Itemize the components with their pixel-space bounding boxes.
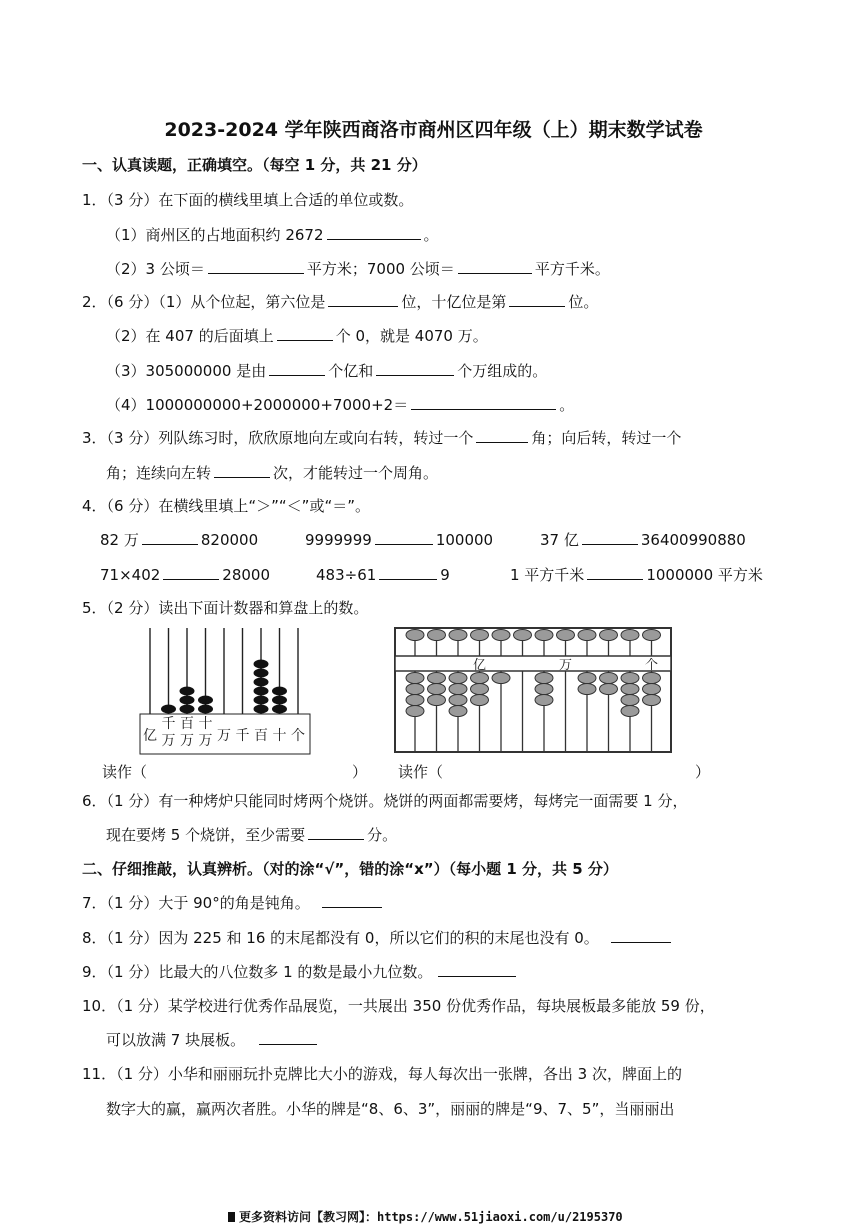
abacus-upper-bead — [406, 630, 424, 641]
counter-bead — [272, 696, 287, 705]
counter-bead — [254, 678, 269, 687]
q4-row2-c: 1 平方千米 1000000 平方米 — [510, 566, 763, 584]
abacus-lower-bead — [471, 673, 489, 684]
abacus-lower-bead — [621, 695, 639, 706]
q3-line1: 3．（3 分）列队练习时，欣欣原地向左或向右转，转过一个 角；向后转，转过一个 — [82, 429, 682, 447]
abacus-lower-bead — [449, 684, 467, 695]
q4-row2-b: 483÷61 9 — [316, 566, 450, 584]
counter-label: 千 — [235, 728, 250, 744]
abacus-lower-bead — [428, 695, 446, 706]
abacus-upper-bead — [600, 630, 618, 641]
q2-part3: （3）305000000 是由 个亿和 个万组成的。 — [106, 362, 548, 380]
abacus-lower-bead — [600, 684, 618, 695]
abacus-lower-bead — [621, 706, 639, 717]
abacus-upper-bead — [557, 630, 575, 641]
abacus-upper-bead — [643, 630, 661, 641]
abacus-upper-bead — [514, 630, 532, 641]
counter-label: 万 — [198, 733, 213, 749]
counting-frame-figure — [138, 626, 318, 756]
q10-line2: 可以放满 7 块展板。 — [106, 1030, 320, 1050]
footer-link[interactable]: 更多资料访问【教习网】：https://www.51jiaoxi.com/u/2195370 — [228, 1208, 623, 1225]
q11-line1: 11．（1 分）小华和丽丽玩扑克牌比大小的游戏，每人每次出一张牌，各出 3 次，牌面上的 — [82, 1065, 682, 1083]
q3-line2: 角；连续向左转 次，才能转过一个周角。 — [106, 464, 439, 482]
q6-line1: 6．（1 分）有一种烤炉只能同时烤两个烧饼。烧饼的两面都需要烤，每烤完一面需要 1 分， — [82, 792, 688, 810]
q5-read1: 读作（ ） — [102, 763, 368, 781]
counter-bead — [254, 705, 269, 714]
q4-row1-b: 9999999 100000 — [305, 531, 494, 549]
abacus-label: 万 — [558, 658, 573, 673]
abacus-upper-bead — [471, 630, 489, 641]
abacus-label: 个 — [644, 658, 659, 673]
abacus-lower-bead — [449, 673, 467, 684]
counter-label: 万 — [217, 728, 231, 744]
abacus-label: 亿 — [472, 658, 487, 673]
counter-label: 个 — [291, 728, 305, 744]
counter-label: 百 — [180, 716, 194, 732]
abacus-lower-bead — [535, 684, 553, 695]
q7: 7．（1 分）大于 90°的角是钝角。 — [82, 893, 385, 913]
q4-row2: 71×402 28000 — [100, 566, 271, 584]
section-1-heading: 一、认真读题，正确填空。（每空 1 分，共 21 分） — [82, 156, 427, 174]
abacus-upper-bead — [621, 630, 639, 641]
abacus-lower-bead — [428, 684, 446, 695]
exam-title: 2023-2024 学年陕西商洛市商州区四年级（上）期末数学试卷 — [164, 119, 703, 141]
counter-bead — [198, 696, 213, 705]
abacus-lower-bead — [471, 684, 489, 695]
q2-part4: （4）1000000000+2000000+7000+2＝ 。 — [106, 396, 575, 414]
q1-part2: （2）3 公顷＝ 平方米；7000 公顷＝ 平方千米。 — [106, 260, 610, 278]
counter-label: 万 — [161, 733, 176, 749]
counter-bead — [180, 696, 195, 705]
counter-bead — [198, 705, 213, 714]
abacus-lower-bead — [621, 673, 639, 684]
abacus-lower-bead — [535, 695, 553, 706]
abacus-lower-bead — [535, 673, 553, 684]
counter-bead — [180, 705, 195, 714]
q10-line1: 10．（1 分）某学校进行优秀作品展览，一共展出 350 份优秀作品，每块展板最多能放 59 份， — [82, 997, 715, 1015]
abacus-lower-bead — [449, 706, 467, 717]
counter-bead — [254, 669, 269, 678]
q8: 8．（1 分）因为 225 和 16 的末尾都没有 0，所以它们的积的末尾也没有 0。 — [82, 928, 674, 948]
q6-line2: 现在要烤 5 个烧饼，至少需要 分。 — [106, 826, 398, 844]
q4-row1: 82 万 820000 — [100, 531, 259, 549]
counter-label: 十 — [272, 728, 287, 744]
counter-bead — [161, 705, 176, 714]
abacus-lower-bead — [600, 673, 618, 684]
abacus-lower-bead — [492, 673, 510, 684]
counter-label: 万 — [180, 733, 194, 749]
flag-icon — [228, 1212, 235, 1222]
abacus-lower-bead — [449, 695, 467, 706]
q5-stem: 5．（2 分）读出下面计数器和算盘上的数。 — [82, 599, 369, 617]
section-2-heading: 二、仔细推敲，认真辨析。（对的涂“√”，错的涂“x”）（每小题 1 分，共 5 分） — [82, 860, 618, 878]
counter-label: 千 — [161, 716, 176, 732]
counter-label: 百 — [254, 728, 268, 744]
abacus-lower-bead — [621, 684, 639, 695]
q5-read2: 读作（ ） — [398, 763, 711, 781]
abacus-lower-bead — [406, 673, 424, 684]
abacus-lower-bead — [643, 684, 661, 695]
q1-part1: （1）商州区的占地面积约 2672 。 — [106, 226, 439, 244]
abacus-lower-bead — [471, 695, 489, 706]
abacus-lower-bead — [578, 673, 596, 684]
counter-bead — [254, 687, 269, 696]
counter-bead — [180, 687, 195, 696]
abacus-upper-bead — [535, 630, 553, 641]
abacus-upper-bead — [428, 630, 446, 641]
abacus-figure — [393, 626, 675, 756]
q2-part1: 2．（6 分）（1）从个位起，第六位是 位，十亿位是第 位。 — [82, 293, 599, 311]
abacus-lower-bead — [643, 673, 661, 684]
abacus-upper-bead — [578, 630, 596, 641]
counter-bead — [272, 705, 287, 714]
abacus-lower-bead — [643, 695, 661, 706]
q2-part2: （2）在 407 的后面填上 个 0，就是 4070 万。 — [106, 327, 488, 345]
q1-stem: 1．（3 分）在下面的横线里填上合适的单位或数。 — [82, 191, 414, 209]
counter-bead — [254, 660, 269, 669]
counter-bead — [254, 696, 269, 705]
abacus-lower-bead — [428, 673, 446, 684]
q11-line2: 数字大的赢，赢两次者胜。小华的牌是“8、6、3”，丽丽的牌是“9、7、5”，当丽丽出 — [106, 1100, 675, 1118]
abacus-lower-bead — [406, 684, 424, 695]
abacus-lower-bead — [406, 695, 424, 706]
abacus-beam — [395, 656, 671, 671]
abacus-lower-bead — [406, 706, 424, 717]
counter-bead — [272, 687, 287, 696]
q4-stem: 4．（6 分）在横线里填上“＞”“＜”或“＝”。 — [82, 497, 370, 515]
counter-label: 十 — [198, 716, 213, 732]
abacus-upper-bead — [492, 630, 510, 641]
abacus-lower-bead — [578, 684, 596, 695]
abacus-upper-bead — [449, 630, 467, 641]
q4-row1-c: 37 亿 36400990880 — [540, 531, 746, 549]
counter-label: 亿 — [143, 728, 157, 744]
q9: 9．（1 分）比最大的八位数多 1 的数是最小九位数。 — [82, 962, 519, 982]
